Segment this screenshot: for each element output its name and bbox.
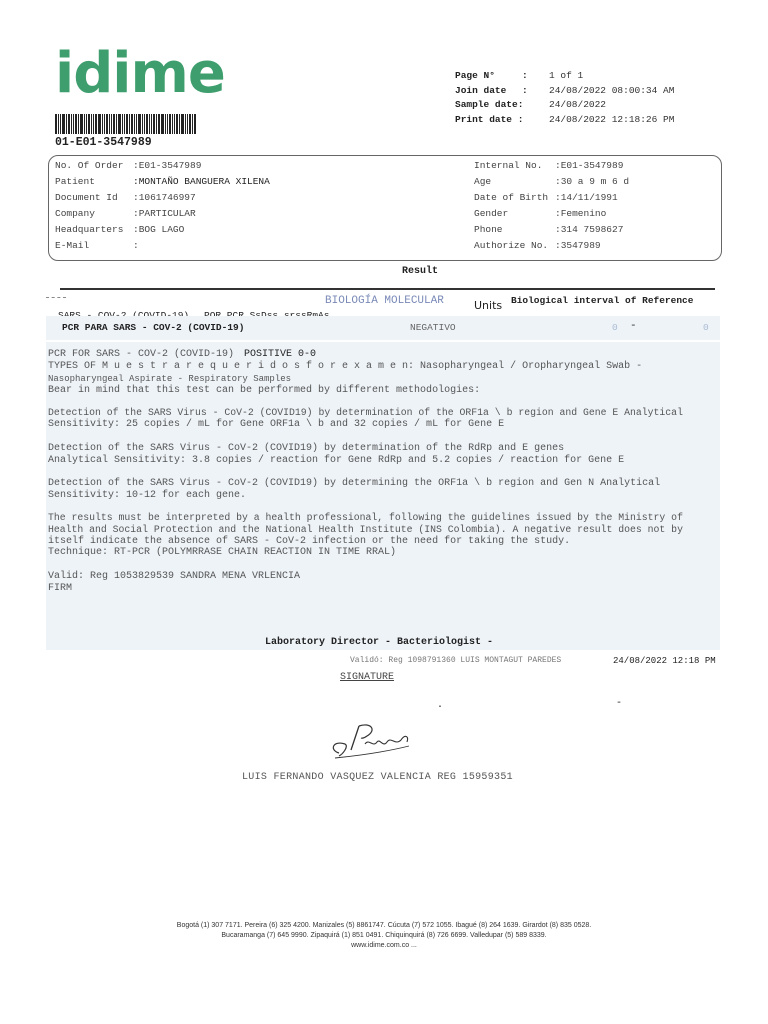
- colon: :: [522, 70, 528, 81]
- note-line: itself indicate the absence of SARS - CoV-2 infection or the need for taking the study.: [48, 536, 571, 547]
- director-title: Laboratory Director - Bacteriologist -: [265, 637, 494, 648]
- note-line: TYPES OF M u e s t r a r e q u e r i d o s f o r e x a m e n: Nasopharyngeal / Oropharyngeal Swab -: [48, 361, 643, 372]
- note-line: Bear in mind that this test can be performed by different methodologies:: [48, 385, 481, 396]
- gender-value: :Femenino: [555, 208, 607, 219]
- reference-separator: -: [630, 320, 637, 332]
- test-name: PCR PARA SARS - COV-2 (COVID-19): [62, 322, 245, 333]
- footer-line: Bogotá (1) 307 7171. Pereira (6) 325 4200. Manizales (5) 8861747. Cúcuta (7) 572 1055. Ibagué (8) 264 1639. Girardot (8) 835 0528.: [176, 922, 592, 929]
- note-line: POSITIVE 0-0: [244, 349, 317, 360]
- company-logo: idime: [55, 41, 225, 106]
- dob-value: :14/11/1991: [555, 192, 618, 203]
- reference-low: 0: [612, 322, 618, 333]
- email-label: E-Mail: [55, 240, 90, 251]
- validator-line: Valid: Reg 1053829539 SANDRA MENA VRLENCIA: [48, 571, 301, 582]
- test-result: NEGATIVO: [410, 322, 456, 333]
- patient-label: Patient: [55, 176, 95, 187]
- sample-date-label: Sample date:: [455, 99, 524, 110]
- document-label: Document Id: [55, 192, 118, 203]
- authorize-value: :3547989: [555, 240, 601, 251]
- footer-line: Bucaramanga (7) 645 9990. Zipaquirá (1) 851 0491. Chiquinquirá (8) 726 6699. Valledupar (5) 589 8339.: [221, 932, 547, 939]
- email-value: :: [133, 240, 139, 251]
- firm-label: FIRM: [48, 583, 73, 594]
- note-line: Sensitivity: 25 copies / mL for Gene ORF1a \ b and 32 copies / mL for Gene E: [48, 419, 505, 430]
- signature-label: SIGNATURE: [340, 672, 395, 683]
- company-value: :PARTICULAR: [133, 208, 196, 219]
- authorize-label: Authorize No.: [474, 240, 549, 251]
- internal-no-value: :E01-3547989: [555, 160, 624, 171]
- sample-date-value: 24/08/2022: [549, 99, 607, 110]
- age-label: Age: [474, 176, 492, 187]
- colon: :: [522, 85, 528, 96]
- handwritten-signature: [325, 720, 415, 765]
- join-date-label: Join date: [455, 85, 507, 96]
- internal-no-label: Internal No.: [474, 160, 543, 171]
- gender-label: Gender: [474, 208, 509, 219]
- note-line: Nasopharyngeal Aspirate - Respiratory Samples: [48, 374, 292, 384]
- note-line: Technique: RT-PCR (POLYMRRASE CHAIN REACTION IN TIME RRAL): [48, 547, 397, 558]
- signer-name: LUIS FERNANDO VASQUEZ VALENCIA REG 15959351: [242, 772, 513, 783]
- company-label: Company: [55, 208, 95, 219]
- barcode: [55, 114, 211, 134]
- validated-by: Validó: Reg 1098791360 LUIS MONTAGUT PAREDES: [350, 656, 562, 665]
- page-number-value: 1 of 1: [549, 70, 584, 81]
- note-line: Sensitivity: 10-12 for each gene.: [48, 490, 247, 501]
- document-value: :1061746997: [133, 192, 196, 203]
- note-line: PCR FOR SARS - COV-2 (COVID-19): [48, 349, 235, 360]
- order-value: :E01-3547989: [133, 160, 202, 171]
- section-title: BIOLOGÍA MOLECULAR: [325, 295, 444, 307]
- note-line: Detection of the SARS Virus - CoV-2 (COVID19) by determination of the RdRp and E genes: [48, 443, 565, 454]
- phone-value: :314 7598627: [555, 224, 624, 235]
- join-date-value: 24/08/2022 08:00:34 AM: [549, 85, 675, 96]
- reference-header: Biological interval of Reference: [511, 295, 694, 306]
- mark-dot: .: [437, 700, 444, 711]
- order-label: No. Of Order: [55, 160, 124, 171]
- footer-contacts: [0, 921, 768, 951]
- headquarters-value: :BOG LAGO: [133, 224, 185, 235]
- mark-dash: -: [616, 698, 623, 709]
- note-line: The results must be interpreted by a health professional, following the guidelines issued by the Ministry of: [48, 512, 683, 523]
- footer-website: www.idime.com.co ...: [351, 942, 417, 949]
- age-value: :30 a 9 m 6 d: [555, 176, 630, 187]
- dob-label: Date of Birth: [474, 192, 549, 203]
- print-date-label: Print date :: [455, 114, 524, 125]
- result-title: Result: [401, 266, 438, 277]
- note-line: Analytical Sensitivity: 3.8 copies / reaction for Gene RdRp and 5.2 copies / reaction for Gene E: [48, 455, 625, 466]
- barcode-number: 01-E01-3547989: [55, 136, 152, 149]
- validated-date: 24/08/2022 12:18 PM: [613, 656, 716, 666]
- phone-label: Phone: [474, 224, 503, 235]
- note-line: Detection of the SARS Virus - CoV-2 (COVID19) by determination of the ORF1a \ b region and Gene E Analytical: [48, 407, 683, 418]
- print-date-value: 24/08/2022 12:18:26 PM: [549, 114, 675, 125]
- page-number-label: Page N°: [455, 70, 495, 81]
- divider: [60, 288, 715, 290]
- units-header: Units: [474, 299, 503, 312]
- note-line: Health and Social Protection and the National Health Institute (INS Colombia). A negative result does not by: [48, 524, 683, 535]
- note-line: Detection of the SARS Virus - CoV-2 (COVID19) by determining the ORF1a \ b region and Gen N Analytical: [48, 478, 661, 489]
- dashed-divider: [46, 297, 66, 298]
- patient-name: :MONTAÑO BANGUERA XILENA: [133, 176, 270, 187]
- headquarters-label: Headquarters: [55, 224, 124, 235]
- reference-high: 0: [703, 322, 709, 333]
